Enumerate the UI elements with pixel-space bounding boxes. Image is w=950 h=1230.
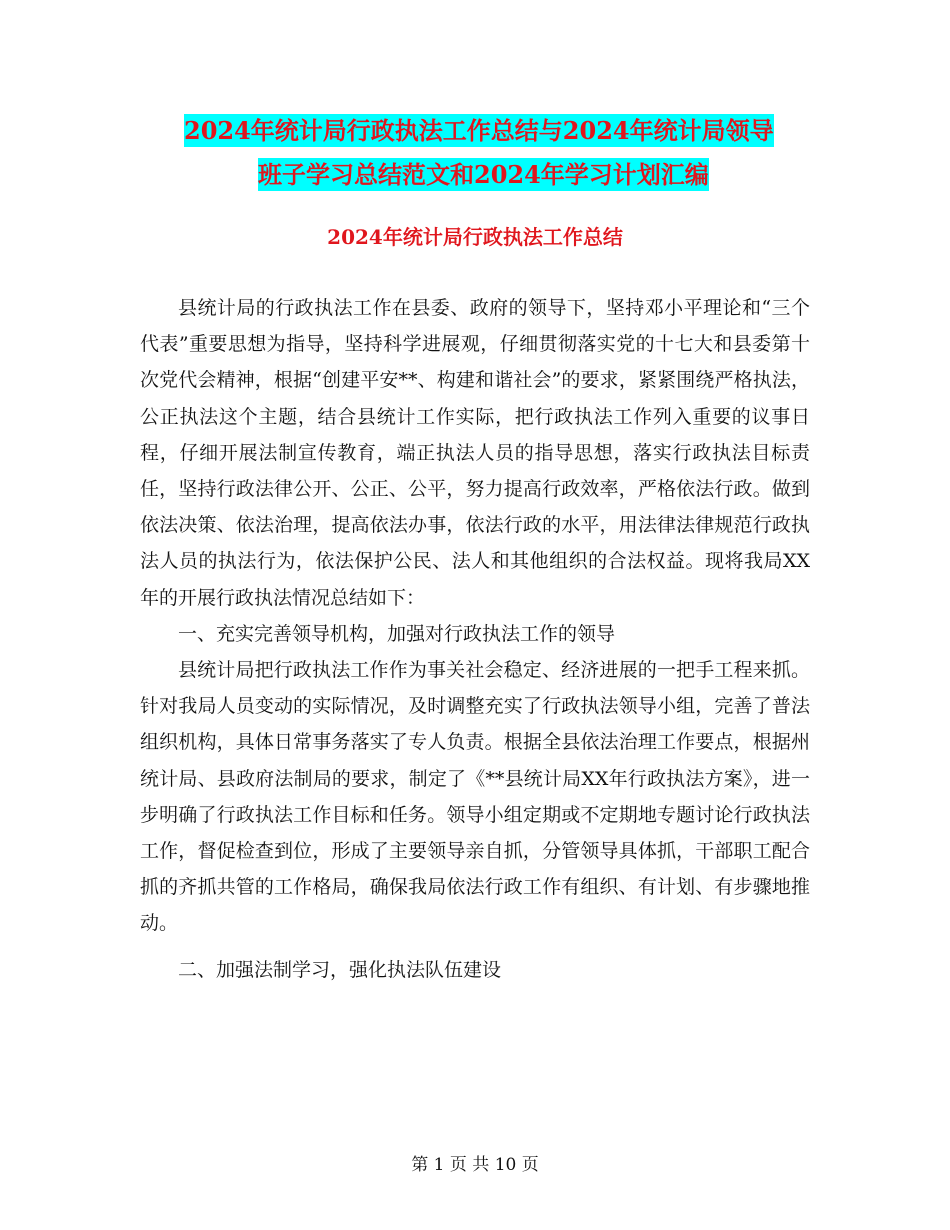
page-footer: 第 1 页 共 10 页 <box>411 1155 539 1175</box>
body-paragraph: 县统计局把行政执法工作作为事关社会稳定、经济进展的一把手工程来抓。针对我局人员变动的实际情况，及时调整充实了行政执法领导小组，完善了普法组织机构，具体日常事务落实了专人负责。根据全县依法治理工作要点，根据州统计局、县政府法制局的要求，制定了《**县统计局XX年行政执法方案》，进一步明确了行政执法工作目标和任务。领导小组定期或不定期地专题讨论行政执法工作，督促检查到位，形成了主要领导亲自抓，分管领导具体抓，干部职工配合抓的齐抓共管的工作格局，确保我局依法行政工作有组织、有计划、有步骤地推动。 <box>140 659 810 935</box>
body-paragraph: 县统计局的行政执法工作在县委、政府的领导下，坚持邓小平理论和“三个代表”重要思想为指导，坚持科学进展观，仔细贯彻落实党的十七大和县委第十次党代会精神，根据“创建平安**、构建和谐社会”的要求，紧紧围绕严格执法，公正执法这个主题，结合县统计工作实际，把行政执法工作列入重要的议事日程，仔细开展法制宣传教育，端正执法人员的指导思想，落实行政执法目标责任，坚持行政法律公开、公正、公平，努力提高行政效率，严格依法行政。做到依法决策、依法治理，提高依法办事，依法行政的水平，用法律法律规范行政执法人员的执法行为，依法保护公民、法人和其他组织的合法权益。现将我局XX年的开展行政执法情况总结如下： <box>140 297 810 609</box>
document-title-line-1 <box>140 113 830 149</box>
title-highlight: 2024年统计局行政执法工作总结与2024年统计局领导 <box>184 116 774 145</box>
document-title <box>140 113 830 201</box>
section-heading-2: 二、加强法制学习，强化执法队伍建设 <box>178 958 502 981</box>
section-heading-1: 一、充实完善领导机构，加强对行政执法工作的领导 <box>178 622 616 645</box>
document-body <box>140 290 810 988</box>
title-highlight: 班子学习总结范文和2024年学习计划汇编 <box>258 160 709 189</box>
section-title: 2024年统计局行政执法工作总结 <box>327 225 623 249</box>
document-title-line-2 <box>140 157 830 193</box>
